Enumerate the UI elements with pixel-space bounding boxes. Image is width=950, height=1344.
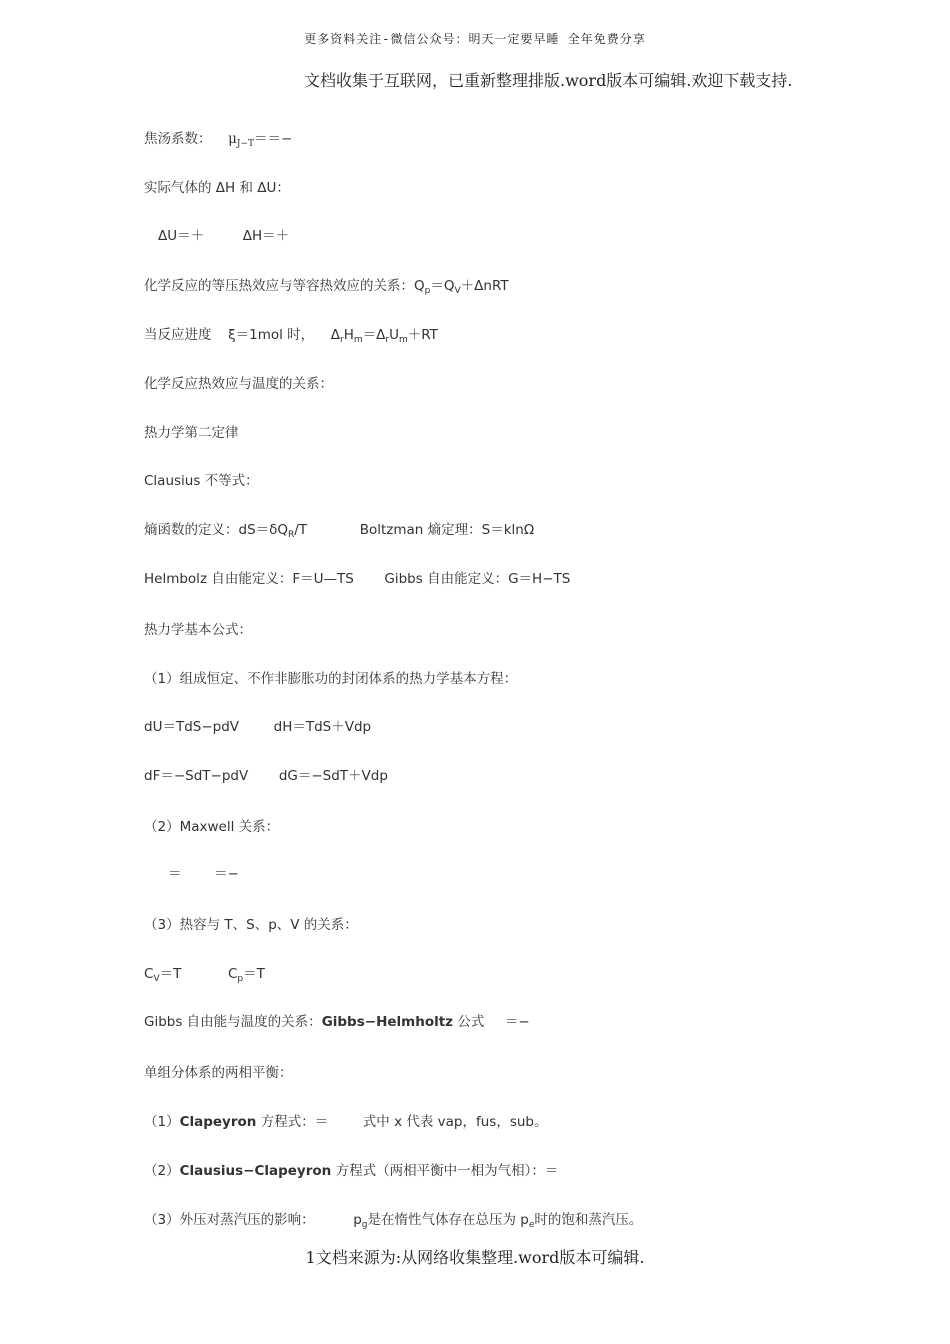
clausius-name: Clausius [144,473,201,489]
eq-dh: dH＝TdS＋Vdp [273,719,372,735]
jt-eq: ＝＝− [254,131,293,147]
jt-mu: μ [228,131,237,147]
jt-sub: J−T [236,139,255,149]
xi-text: 当反应进度 [144,327,212,343]
clap1-text: 方程式： [256,1114,315,1130]
basic-formulas-heading: 热力学基本公式： [144,622,252,638]
clausius-line [144,469,259,489]
maxwell-name: Maxwell [179,819,235,835]
helm-name: Helmbolz [144,571,208,587]
cv-eq: ＝T [159,966,182,982]
cp-sub: p [237,974,244,984]
heat-capacity-line [144,962,265,984]
gibbs-helmholtz-line [144,1010,530,1030]
cv-C: C [144,966,154,982]
maxwell-equations [168,862,239,882]
clausius-clapeyron-name: Clausius−Clapeyron [179,1163,332,1179]
item2-num: （2） [144,819,180,835]
ext-e: e [528,1220,535,1230]
xi-d1: Δ [330,327,341,343]
qp-qv-line [144,274,509,296]
df-dg-equations [144,764,388,784]
gh-suffix: 公式 [453,1014,485,1030]
top-banner: 更多资料关注-微信公众号：明天一定要早睡 全年免费分享 [304,32,646,46]
entropy-ds: dS＝δQ [238,522,289,538]
clapeyron-name: Clapeyron [179,1114,257,1130]
cp-eq: ＝T [243,966,265,982]
eq-df: dF＝−SdT−pdV [144,768,249,784]
entropy-t: /T [294,522,308,538]
gh-eq: ＝− [504,1014,530,1030]
gibbs-eq: G＝H−TS [508,571,571,587]
gibbs-name: Gibbs [384,571,423,587]
xi-m2: m [399,335,408,345]
qp-sub-v: V [454,286,461,296]
entropy-def: 熵函数的定义： [144,522,239,538]
boltzman-text: 熵定理： [423,522,482,538]
helm-eq: F＝U—TS [292,571,354,587]
footer-note: 1文档来源为:从网络收集整理.word版本可编辑. [305,1248,645,1267]
xi-U: U [389,327,399,343]
ext-p2: p [520,1212,529,1228]
maxwell-text: 关系： [234,819,280,835]
du-dh-line [158,224,289,244]
qp-rest: ＋ΔnRT [460,278,509,294]
gh-text: 自由能与温度的关系： [182,1014,322,1030]
xi-r1: r [340,335,344,345]
xi-r2: r [385,335,390,345]
xi-H: H [343,327,354,343]
maxwell-eq2: ＝− [214,866,239,882]
item2-line [144,815,279,835]
qp-eq: ＝Q [430,278,455,294]
cv-sub: V [153,974,160,984]
clap1-eq: ＝ [314,1114,329,1130]
xi-eq: ξ＝1mol [228,327,283,343]
ext-g: g [361,1220,368,1230]
eq-dg: dG＝−SdT＋Vdp [278,768,388,784]
entropy-R: R [288,530,295,540]
clap2-num: （2） [144,1163,180,1179]
boltzman-name: Boltzman [359,522,424,538]
item3-line: （3）热容与 T、S、p、V 的关系： [144,917,358,933]
ext-middle: 是在惰性气体存在总压为 [367,1212,516,1228]
ext-text: （3）外压对蒸汽压的影响： [144,1212,315,1228]
ext-p1: p [353,1212,362,1228]
clap1-num: （1） [144,1114,180,1130]
du-dh-equations [144,715,371,735]
xi-m1: m [353,335,363,345]
gh-gibbs: Gibbs [144,1014,183,1030]
reaction-progress-line [144,323,438,345]
clapeyron-line [144,1110,548,1130]
dh-expr: ΔH＝＋ [242,228,290,244]
joule-thomson-line [144,127,292,149]
header-note: 文档收集于互联网，已重新整理排版.word版本可编辑.欢迎下载支持. [304,71,793,90]
item1-line: （1）组成恒定、不作非膨胀功的封闭体系的热力学基本方程： [144,671,518,687]
jt-label: 焦汤系数： [144,131,212,147]
ext-end: 时的饱和蒸汽压。 [534,1212,643,1228]
qp-sub-p: p [424,286,431,296]
qp-Q: Q [414,278,425,294]
xi-mid: ＝Δ [362,327,386,343]
clausius-clapeyron-line [144,1159,558,1179]
free-energy-line [144,567,570,587]
external-pressure-line [144,1208,642,1230]
maxwell-eq1: ＝ [168,866,182,882]
temp-relation-line: 化学反应热效应与温度的关系： [144,376,333,392]
cp-C: C [227,966,238,982]
single-component-heading: 单组分体系的两相平衡： [144,1065,293,1081]
gh-formula-name: Gibbs−Helmholtz [321,1014,454,1030]
du-expr: ΔU＝＋ [158,228,205,244]
helm-text: 自由能定义： [207,571,293,587]
xi-rt: ＋RT [407,327,438,343]
qp-text: 化学反应的等压热效应与等容热效应的关系： [144,278,414,294]
clausius-text: 不等式： [200,473,259,489]
clap1-note: 式中 x 代表 vap，fus，sub。 [362,1114,548,1130]
eq-du: dU＝TdS−pdV [144,719,240,735]
entropy-line [144,518,534,540]
real-gas-line: 实际气体的 ΔH 和 ΔU： [144,180,290,196]
boltzman-eq: S＝klnΩ [481,522,535,538]
xi-time: 时， [287,327,315,343]
clap2-text: 方程式（两相平衡中一相为气相）：＝ [331,1163,559,1179]
second-law-heading: 热力学第二定律 [144,425,239,441]
gibbs-text: 自由能定义： [422,571,509,587]
